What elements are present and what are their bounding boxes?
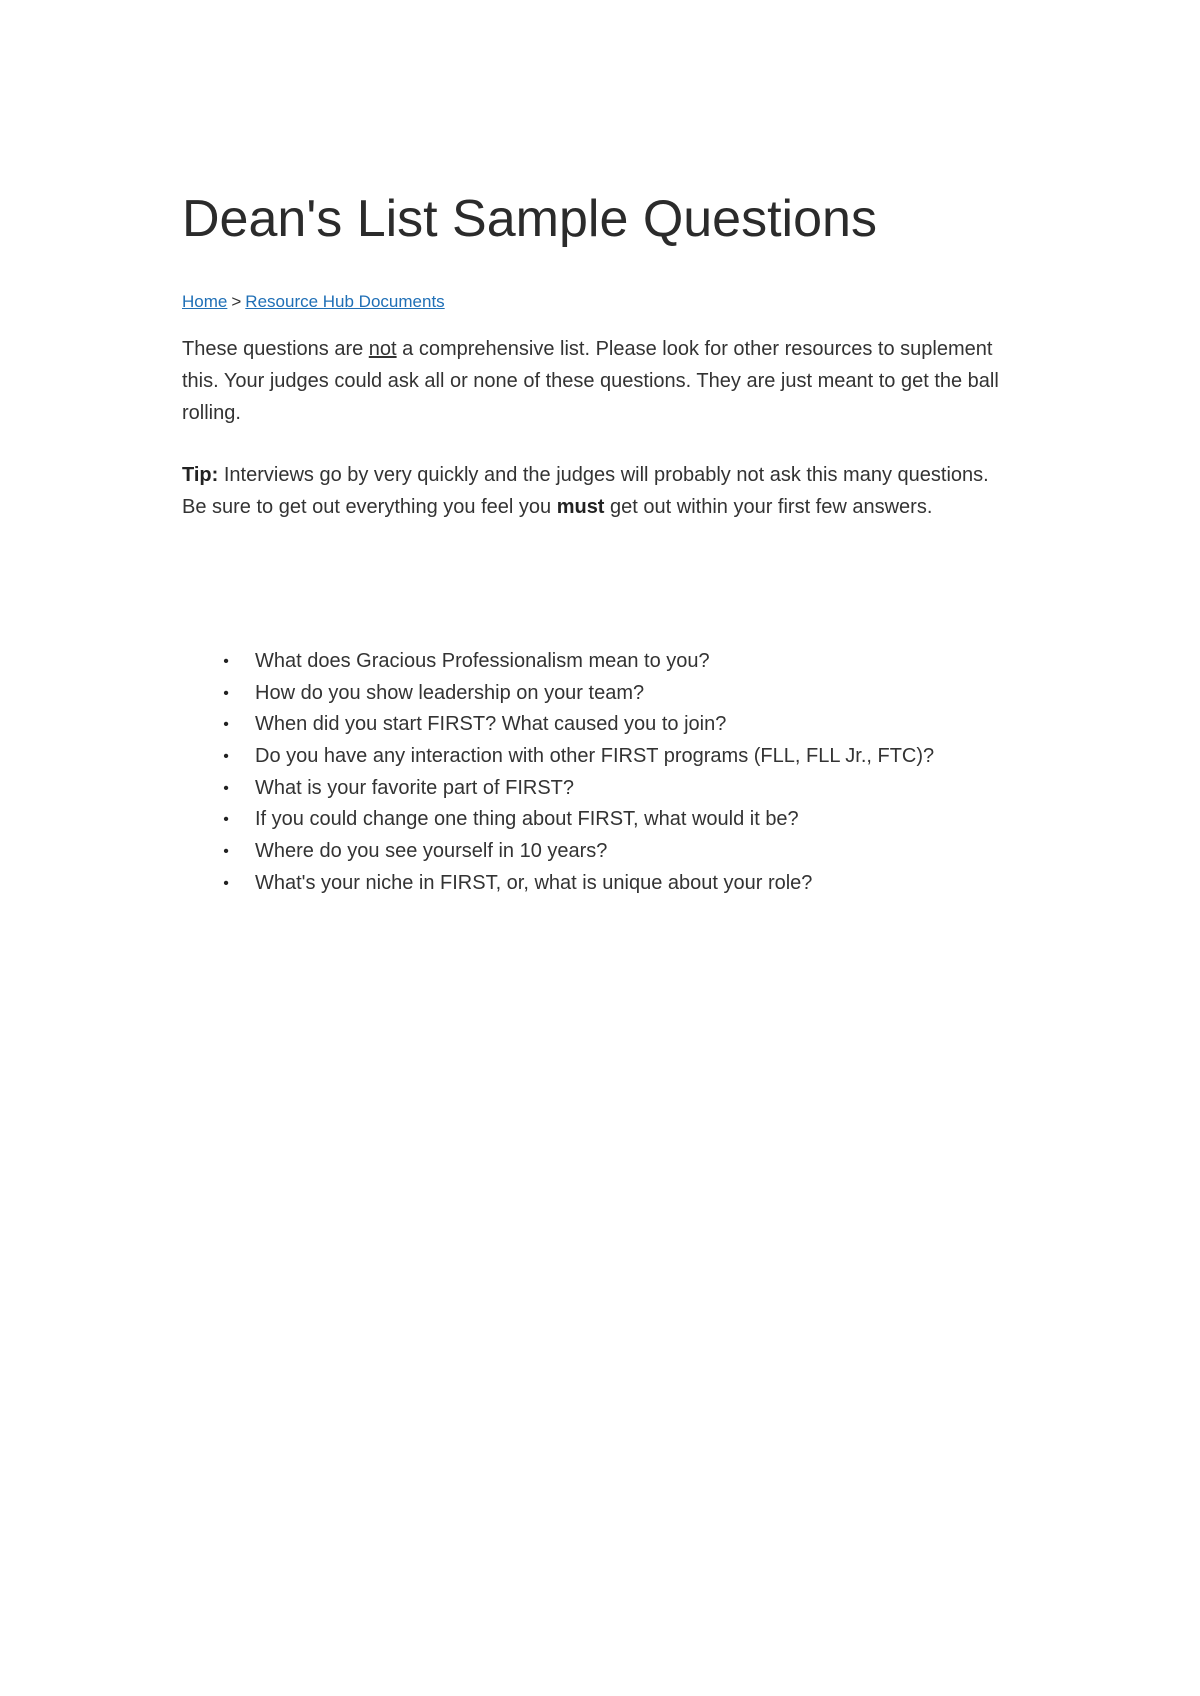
- breadcrumb-home-link[interactable]: Home: [182, 292, 228, 311]
- question-text: If you could change one thing about FIRST, what would it be?: [255, 808, 799, 831]
- question-list: [220, 646, 934, 900]
- tip-text-start: Interviews go by very quickly and the judges will probably not ask this many questions. Be sure to get out everything you feel you: [182, 464, 989, 518]
- bullet-icon: •: [223, 716, 229, 734]
- question-item: [220, 678, 934, 710]
- question-item: [220, 868, 934, 900]
- bullet-icon: •: [223, 653, 229, 670]
- question-item: [220, 741, 934, 773]
- bullet-icon: •: [223, 843, 229, 861]
- question-text: What is your favorite part of FIRST?: [255, 776, 574, 799]
- question-text: What's your niche in FIRST, or, what is unique about your role?: [255, 871, 813, 894]
- question-text: How do you show leadership on your team?: [255, 681, 645, 704]
- question-text: What does Gracious Professionalism mean to you?: [255, 650, 710, 672]
- intro-text-end: a comprehensive list. Please look for other resources to suplement this. Your judges could ask all or none of these questions. They are just meant to get the ball rolling.: [182, 338, 999, 424]
- page-title: Dean's List Sample Questions: [182, 190, 877, 248]
- question-item: [220, 804, 934, 836]
- question-item: [220, 646, 934, 678]
- bullet-icon: •: [223, 874, 229, 892]
- question-text: Do you have any interaction with other FIRST programs (FLL, FLL Jr., FTC)?: [255, 745, 935, 768]
- question-text: Where do you see yourself in 10 years?: [255, 840, 608, 863]
- tip-text-end: get out within your first few answers.: [604, 496, 933, 518]
- question-item: [220, 836, 934, 868]
- bullet-icon: •: [223, 684, 229, 702]
- bullet-icon: •: [223, 748, 229, 766]
- bullet-icon: •: [223, 779, 229, 797]
- breadcrumb-resource-hub-link[interactable]: Resource Hub Documents: [245, 292, 445, 311]
- intro-paragraph: [182, 333, 1012, 429]
- breadcrumb: [182, 290, 445, 314]
- intro-emphasis: not: [368, 338, 397, 360]
- tip-paragraph: [182, 459, 1012, 523]
- breadcrumb-separator: >: [231, 292, 242, 311]
- bullet-icon: •: [223, 811, 229, 829]
- question-text: When did you start FIRST? What caused you to join?: [255, 713, 727, 736]
- tip-label: Tip:: [182, 464, 219, 486]
- question-item: [220, 709, 934, 741]
- question-item: [220, 773, 934, 805]
- intro-text-start: These questions are: [182, 338, 369, 360]
- tip-emphasis: must: [556, 496, 605, 518]
